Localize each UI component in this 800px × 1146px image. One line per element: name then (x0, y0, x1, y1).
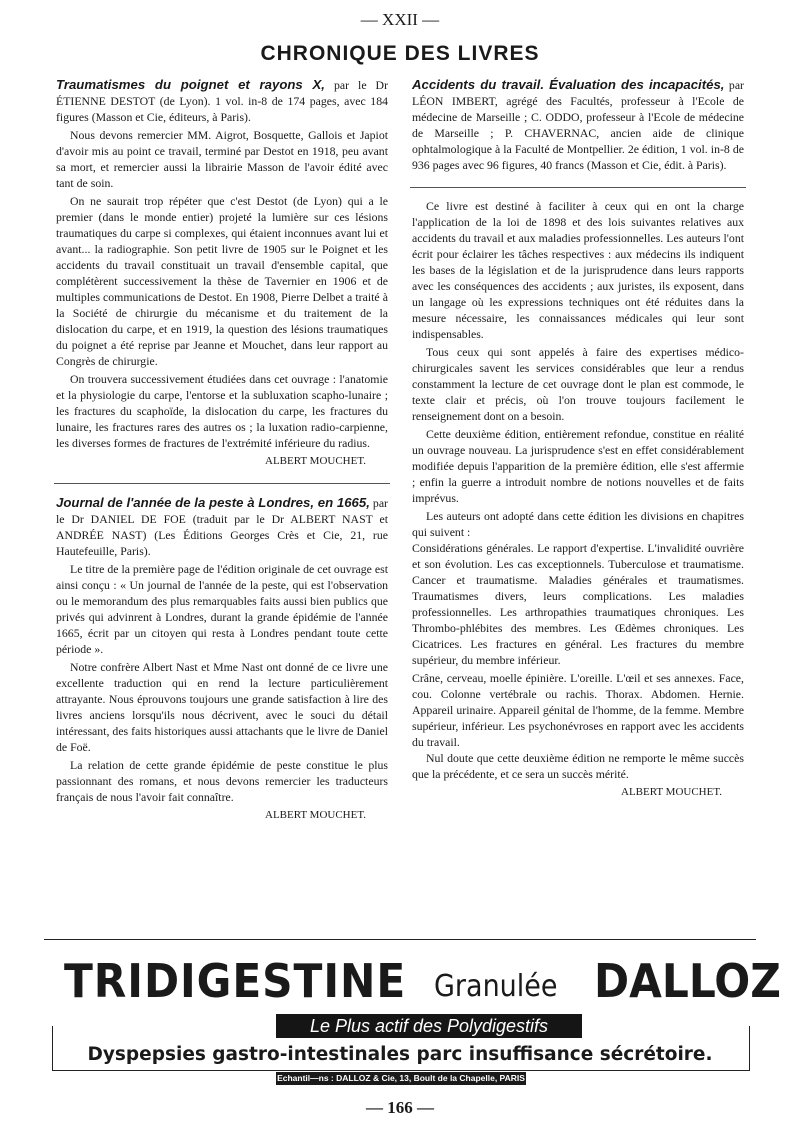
review-3-paragraph: Ce livre est destiné à faciliter à ceux qui en ont la charge l'application de la loi de 1898 et des lois suivantes relatives aux accidents du travail et aux maladies professionnelles. Les auteurs l'ont écrit pour éclairer les tâches respectives : aux médecins ils indiquent les bases de la législation et de la jurisprudence dans leurs rapports avec les conséquences des accidents ; aux juristes, ils exposent, dans un langage où les expressions techniques ont été réduites dans la mesure nécessaire, les connaissances médicales qui leur sont indispensables. (412, 199, 744, 341)
advertisement-tagline: Dyspepsies gastro-intestinales parc insuffisance sécrétoire. (87, 1044, 713, 1065)
review-3-citation: par LÉON IMBERT, agrégé des Facultés, professeur à l'Ecole de médecine de Marseille ; C. ODDO, professeur à l'Ecole de médecine de Marseille ; P. CHAVERNAC, ancien aide de clinique ophtalmologique à la Faculté de Montpellier. 2e édition, 1 vol. in-8 de 936 pages avec 96 figures, 40 francs (Masson et Cie, édit. à Paris). (412, 78, 744, 172)
review-2-title: Journal de l'année de la peste à Londres, en 1665, (56, 495, 370, 510)
review-1-title: Traumatismes du poignet et rayons X, (56, 77, 325, 92)
review-2-citation: par le Dr DANIEL DE FOE (traduit par le Dr ALBERT NAST et ANDRÉE NAST) (Les Éditions Georges Crès et Cie, 21, rue Hautefeuille, Paris). (56, 496, 388, 558)
advertisement-rule (44, 939, 756, 940)
review-3-paragraph: Les auteurs ont adopté dans cette édition les divisions en chapitres qui suivent : (412, 509, 744, 539)
advertisement-address: Echantil—ns : DALLOZ & Cie, 13, Boult de la Chapelle, PARIS (277, 1073, 525, 1083)
review-3-chapter-list (412, 540, 744, 750)
page-folio-roman: — XXII — (360, 10, 440, 29)
review-3-signature: ALBERT MOUCHET. (621, 786, 722, 798)
review-1-paragraph: Nous devons remercier MM. Aigrot, Bosquette, Gallois et Japiot d'avoir mis au point ce travail, terminé par Destot en 1918, peu avant sa mort, et remercier aussi la librairie Masson de l'avoir édité avec tant de soin. (56, 128, 388, 190)
review-1-citation: par le Dr ÉTIENNE DESTOT (de Lyon). 1 vol. in-8 de 174 pages, avec 184 figures (Masson et Cie, éditeurs, à Paris). (56, 78, 389, 124)
review-3-title: Accidents du travail. Évaluation des incapacités, (412, 77, 725, 92)
right-column (412, 76, 744, 800)
chapter-list-item: Crâne, cerveau, moelle épinière. L'oreille. L'œil et ses annexes. Face, cou. Colonne vertébrale ou rachis. Thorax. Abdomen. Hernie. Appareil urinaire. Appareil génital de l'homme, de la femme. Membre supérieur, inférieur. Les psychonévroses en rapport avec les accidents du travail. (412, 671, 744, 749)
review-2-signature: ALBERT MOUCHET. (265, 809, 366, 821)
page-number: — 166 — (366, 1098, 434, 1117)
chapter-list-item: Considérations générales. Le rapport d'expertise. L'invalidité ouvrière et son évolution. Les cas exceptionnels. Tuberculose et traumatisme. Cancer et traumatisme. Maladies générales et traumatismes. Traumatismes divers, leurs complications. Les maladies professionnelles. Les arthropathies traumatiques chroniques. Les Thrombo-phlébites des membres. Les Œdèmes chroniques. Les Cicatrices. Les fractures en général. Les fractures du membre supérieur, du membre inférieur. (412, 541, 744, 667)
review-divider (54, 483, 390, 484)
review-2-paragraph: Notre confrère Albert Nast et Mme Nast ont donné de ce livre une excellente traduction qui en rend la lecture particulièrement attrayante. Nous éprouvons toujours une grande satisfaction à lire des livres anciens lorsqu'ils nous décrivent, avec le souci du détail intéressant, des faits historiques aussi attachants que le livre de Daniel de Foë. (56, 660, 388, 754)
review-1-paragraph: On ne saurait trop répéter que c'est Destot (de Lyon) qui a le premier (dans le monde entier) projeté la lumière sur ces lésions traumatiques du carpe si complexes, qui étaient inconnues avant lui et avant... la radiographie. Son petit livre de 1905 sur le Poignet et les accidents du travail constituait un travail d'ensemble capital, que complétèrent successivement la thèse de Tavernier en 1906 et de multiples communications de Destot. En 1908, Pierre Delbet a traité à la Société de chirurgie du mécanisme et du traitement de la dislocation du carpe, et en 1919, la question des lésions traumatiques du poignet a été reprise par Jeanne et Mouchet, dans leur rapport au Congrès de chirurgie. (56, 194, 388, 368)
brand-form: Granulée (434, 969, 558, 1004)
review-3-heading (412, 76, 744, 173)
review-divider (410, 187, 746, 188)
review-1-signature: ALBERT MOUCHET. (265, 455, 366, 467)
brand-name: TRIDIGESTINE (64, 954, 407, 1008)
review-2-heading (56, 494, 388, 559)
advertisement-brand (46, 950, 781, 1012)
review-3-paragraph: Cette deuxième édition, entièrement refondue, constitue en réalité un ouvrage nouveau. La jurisprudence s'est en effet considérablement modifiée depuis l'apparition de la première édition, elle s'est affermie ; enfin la guerre a introduit nombre de notions nouvelles et de faits imprévus. (412, 427, 744, 505)
advertisement-slogan: Le Plus actif des Polydigestifs (276, 1014, 582, 1038)
review-3-closing: Nul doute que cette deuxième édition ne remporte le même succès que la précédente, et ce sera un succès mérité. (412, 751, 744, 781)
review-2-paragraph: La relation de cette grande épidémie de peste constitue le plus passionnant des romans, et nous devons remercier les traducteurs français de nous l'avoir fait connaître. (56, 758, 388, 804)
page-title: CHRONIQUE DES LIVRES (260, 42, 540, 65)
left-column (56, 76, 388, 823)
advertisement (46, 950, 781, 1083)
review-1-paragraph: On trouvera successivement étudiées dans cet ouvrage : l'anatomie et la physiologie du carpe, l'entorse et la subluxation scapho-lunaire ; les fractures du scaphoïde, la dislocation du carpe, les fractures du lunaire, les fractures rares des autres os ; la luxation radio-carpienne, les diverses formes de fractures de l'extrémité inférieure du radius. (56, 372, 388, 450)
review-1-heading (56, 76, 388, 125)
review-3-paragraph: Tous ceux qui sont appelés à faire des expertises médico-chirurgicales savent les services considérables que leur a rendus constamment la lecture de cet ouvrage dont le plan est commode, le texte clair et précis, où l'on trouve toujours facilement le renseignement dont on a besoin. (412, 345, 744, 423)
review-2-paragraph: Le titre de la première page de l'édition originale de cet ouvrage est ainsi conçu : « Un journal de l'année de la peste, qui est l'observation ou le memorandum des plus remarquables faits aussi bien publics que privés qui advinrent à Londres, durant la grande épidémie de l'année 1665, écrit par un citoyen qui resta à Londres pendant toute cette période ». (56, 562, 388, 656)
brand-maker: DALLOZ (594, 954, 781, 1008)
